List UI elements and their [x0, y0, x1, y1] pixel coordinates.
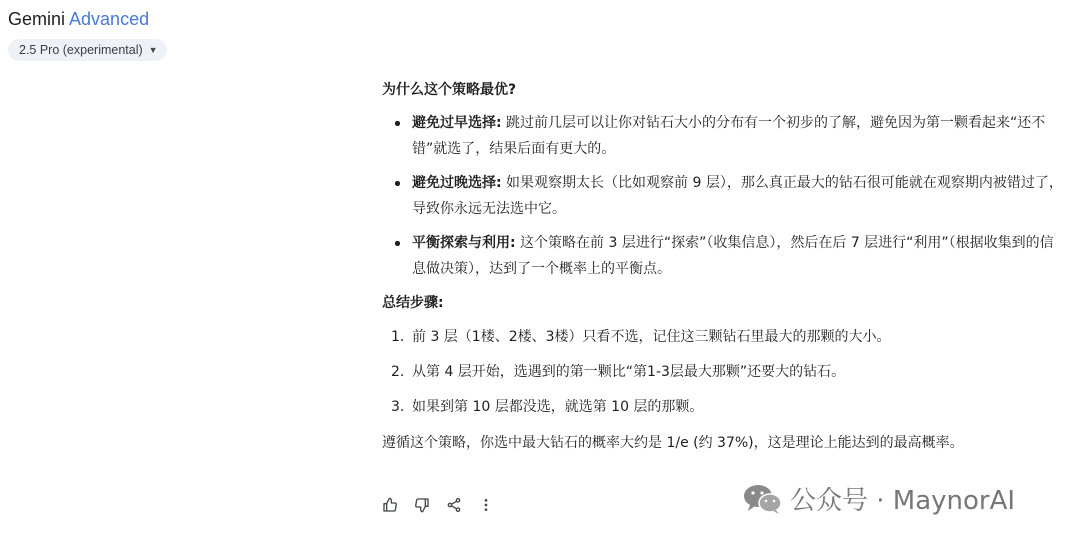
steps-list — [382, 324, 1064, 420]
list-item — [382, 324, 1064, 350]
bullet-title: 避免过早选择: — [412, 115, 502, 131]
reason-list — [382, 110, 1064, 282]
thumb-up-icon[interactable] — [380, 495, 400, 515]
step-text: 如果到第 10 层都没选，就选第 10 层的那颗。 — [412, 399, 704, 415]
list-item — [382, 359, 1064, 385]
step-text: 从第 4 层开始，选遇到的第一颗比“第1-3层最大那颗”还要大的钻石。 — [412, 364, 846, 380]
heading-steps: 总结步骤: — [382, 295, 444, 311]
thumb-down-icon[interactable] — [412, 495, 432, 515]
step-number: 1. — [391, 329, 405, 345]
share-icon[interactable] — [444, 495, 464, 515]
list-item — [382, 394, 1064, 420]
list-item — [382, 170, 1064, 222]
app-name: Gemini — [8, 9, 66, 29]
bullet-text: 跳过前几层可以让你对钻石大小的分布有一个初步的了解，避免因为第一颗看起来“还不错”就选了，结果后面有更大的。 — [412, 115, 1046, 157]
response-content — [382, 76, 1064, 470]
app-tier: Advanced — [69, 9, 150, 29]
list-item — [382, 230, 1064, 282]
bullet-text: 这个策略在前 3 层进行“探索”（收集信息），然后在后 7 层进行“利用”（根据收集到的信息做决策），达到了一个概率上的平衡点。 — [412, 235, 1054, 277]
summary-text: 遵循这个策略，你选中最大钻石的概率大约是 1/e (约 37%)，这是理论上能达到的最高概率。 — [382, 435, 964, 451]
heading-why: 为什么这个策略最优? — [382, 82, 517, 98]
watermark — [742, 480, 1015, 517]
bullet-title: 避免过晚选择: — [412, 175, 502, 191]
more-vert-icon[interactable] — [476, 495, 496, 515]
model-label: 2.5 Pro (experimental) — [19, 43, 143, 57]
step-text: 前 3 层（1楼、2楼、3楼）只看不选，记住这三颗钻石里最大的那颗的大小。 — [412, 329, 891, 345]
response-actions — [380, 495, 496, 515]
app-title — [8, 9, 149, 30]
step-number: 2. — [391, 364, 405, 380]
wechat-logo-icon — [742, 482, 784, 516]
list-item — [382, 110, 1064, 162]
bullet-title: 平衡探索与利用: — [412, 235, 516, 251]
model-selector[interactable] — [8, 39, 167, 61]
caret-down-icon: ▼ — [148, 45, 158, 55]
watermark-text: 公众号 · MaynorAI — [790, 486, 1016, 516]
step-number: 3. — [391, 399, 405, 415]
bullet-text: 如果观察期太长（比如观察前 9 层），那么真正最大的钻石很可能就在观察期内被错过了，导致你永远无法选中它。 — [412, 175, 1063, 217]
